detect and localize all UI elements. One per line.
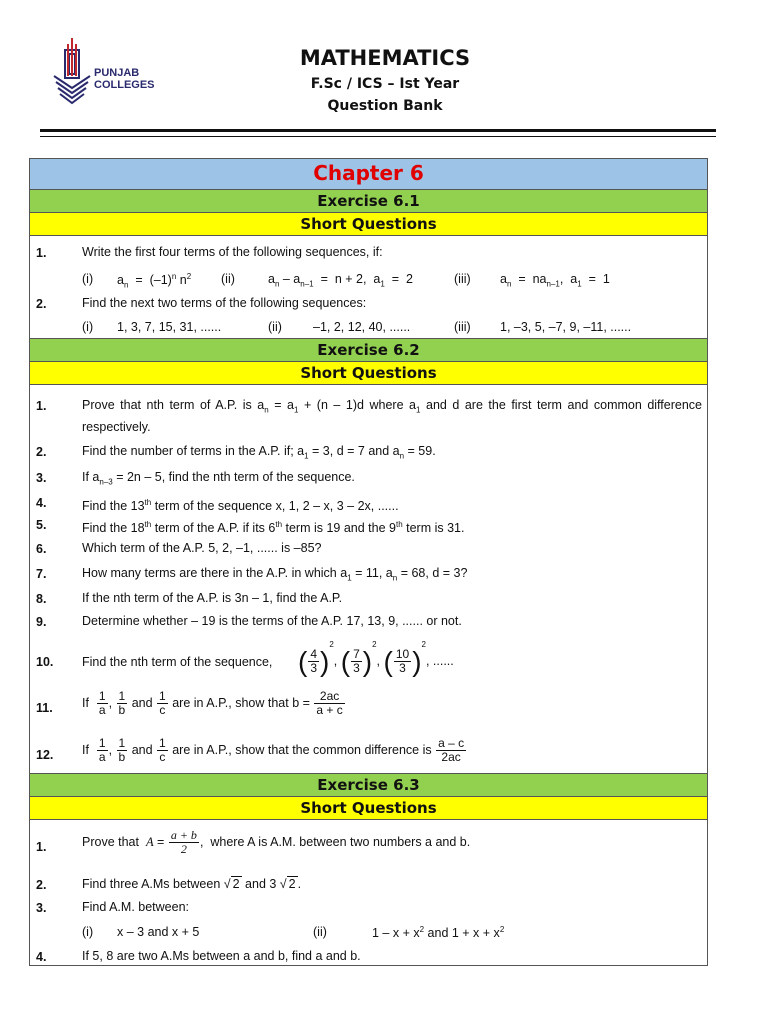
logo-text-2: COLLEGES [94,79,155,91]
question-text: Find the next two terms of the following sequences: [82,296,367,310]
question-text: If the nth term of the A.P. is 3n – 1, find the A.P. [82,591,343,605]
question-number: 7. [36,567,47,581]
question-text: If $a_{n-3} = 2n - 5$, find the nth term of the sequence. [82,470,355,487]
question-text: Prove that A = $\frac{a + b}{2}$ , where A is A.M. between two numbers a and b. [82,828,471,856]
document-subtitle-2: Question Bank [327,98,443,114]
question-text: Prove that nth term of A.P. is $a_n = a_1 + (n - 1)d$ where $a_1$ and d are the first term and common difference respectively. [82,398,702,434]
question-text: Determine whether – 19 is the terms of the A.P. 17, 13, 9, ...... or not. [82,614,462,628]
exercise-6-3-heading: Exercise 6.3 [30,773,707,796]
question-number: 10. [36,655,54,669]
part-label: (i) [82,925,94,939]
question-text: Find the 13th term of the sequence x, 1, 2 – x, 3 – 2x, ...... [82,498,399,514]
question-number: 2. [36,878,47,892]
question-text: How many terms are there in the A.P. in which $a_1 = 11$, $a_n = 68$, d = 3? [82,566,468,583]
question-text: Write the first four terms of the following sequences, if: [82,245,383,259]
part-label: (iii) [454,320,471,334]
exercise-6-1-short-questions: Short Questions [30,212,707,236]
question-number: 8. [36,592,47,606]
question-number: 4. [36,496,47,510]
part-text: $1 - x + x^2$ and $1 + x + x^2$ [372,925,505,941]
sequence-text: –1, 2, 12, 40, ...... [313,320,411,334]
header-rule-thick [40,129,716,132]
question-text: If $\frac{1}{a}$ , $\frac{1}{b}$ and $\frac{1}{c}$ are in A.P., show that b = $\frac{2ac}{a + c}$ [82,689,343,717]
question-number: 12. [36,748,54,762]
question-number: 4. [36,950,47,964]
logo-text-1: PUNJAB [94,67,140,79]
question-number: 1. [36,246,47,260]
sequence-formula: $a_n - a_{n-1} = n + 2$, $a_1 = 2$ [268,272,413,289]
document-title: MATHEMATICS [299,46,471,70]
question-number: 3. [36,471,47,485]
sequence-formula: $a_n = (-1)^n$ $n^2$ [117,272,192,290]
question-text: If 5, 8 are two A.Ms between a and b, find a and b. [82,949,361,963]
question-text: Find three A.Ms between √ 2 and 3 √ 2 . [82,877,302,891]
exercise-6-3-short-questions: Short Questions [30,796,707,820]
punjab-colleges-logo [52,36,192,106]
header-rule-thin [40,136,716,137]
question-number: 1. [36,399,47,413]
sequence-formula: $a_n = na_{n-1}$, $a_1 = 1$ [500,272,610,289]
question-number: 11. [36,701,53,715]
question-text: Which term of the A.P. 5, 2, –1, ...... is –85? [82,541,322,555]
exercise-6-2-short-questions: Short Questions [30,361,707,385]
chapter-heading: Chapter 6 [30,159,707,189]
sequence-fractions: ( $\frac{4}{3}$ )$^2$, ( $\frac{7}{3}$ )$^2$, ( $\frac{10}{3}$ )$^2$, ...... [298,640,454,677]
question-number: 6. [36,542,47,556]
question-number: 5. [36,518,47,532]
sequence-text: 1, 3, 7, 15, 31, ...... [117,320,222,334]
question-text: Find the number of terms in the A.P. if; $a_1 = 3$, d = 7 and $a_n = 59$. [82,444,436,461]
part-label: (ii) [221,272,235,286]
exercise-6-1-heading: Exercise 6.1 [30,189,707,212]
part-label: (i) [82,272,94,286]
question-text: Find the nth term of the sequence, [82,655,273,669]
question-number: 2. [36,445,47,459]
question-text: Find the 18th term of the A.P. if its 6th term is 19 and the 9th term is 31. [82,520,465,536]
question-text: Find A.M. between: [82,900,190,914]
document-subtitle: F.Sc / ICS – Ist Year [310,76,460,92]
part-label: (iii) [454,272,471,286]
logo-icon [52,36,192,106]
part-text: x – 3 and x + 5 [117,925,200,939]
question-text: If $\frac{1}{a}$ , $\frac{1}{b}$ and $\frac{1}{c}$ are in A.P., show that the common difference is $\frac{a - c}{2ac}$ [82,736,465,764]
question-number: 1. [36,840,47,854]
question-number: 3. [36,901,47,915]
part-label: (ii) [313,925,327,939]
sequence-text: 1, –3, 5, –7, 9, –11, ...... [500,320,632,334]
part-label: (i) [82,320,94,334]
part-label: (ii) [268,320,282,334]
exercise-6-2-heading: Exercise 6.2 [30,338,707,361]
question-number: 2. [36,297,47,311]
question-number: 9. [36,615,47,629]
